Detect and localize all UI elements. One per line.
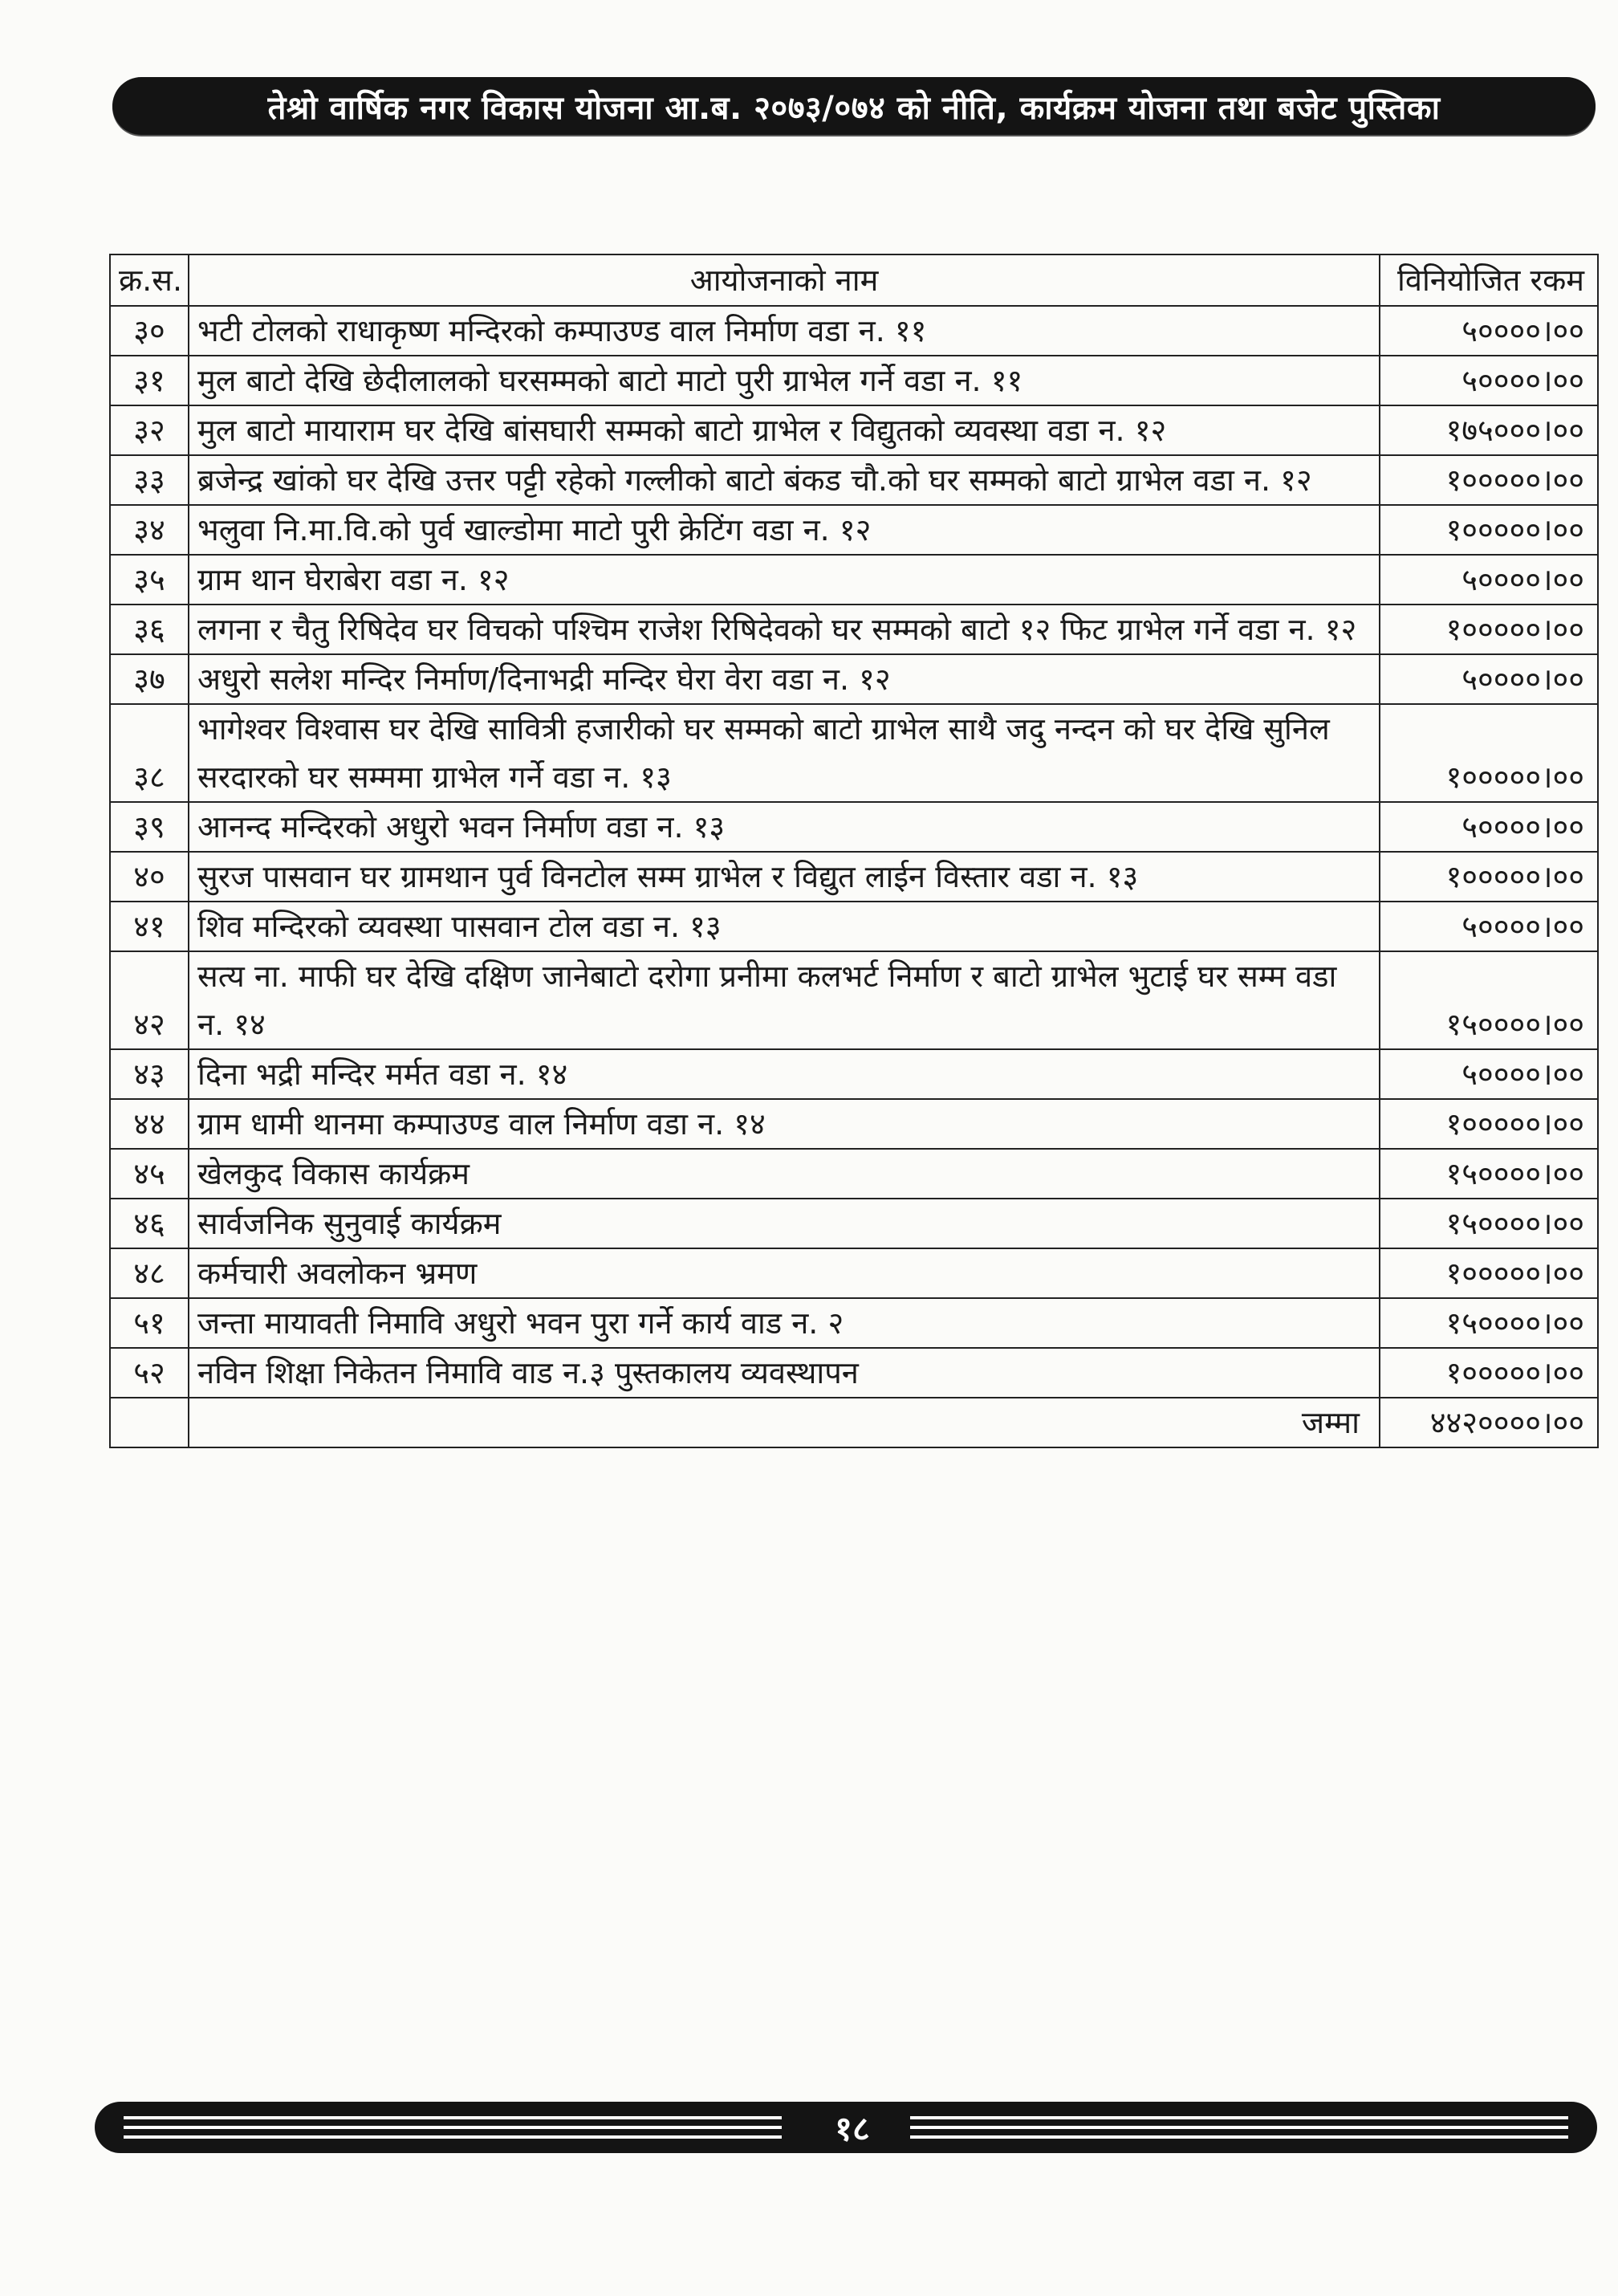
row-sn: ३५: [110, 555, 189, 605]
row-sn: ३६: [110, 605, 189, 654]
table-row: [110, 902, 1598, 951]
table-row: [110, 1199, 1598, 1248]
row-sn: ५१: [110, 1298, 189, 1348]
row-sn: ४४: [110, 1099, 189, 1149]
footer-rule: [910, 2126, 1568, 2129]
row-sn: ३२: [110, 405, 189, 455]
row-project-name: खेलकुद विकास कार्यक्रम: [189, 1149, 1380, 1199]
row-amount: १०००००।००: [1380, 1248, 1598, 1298]
table-row: [110, 605, 1598, 654]
row-sn: ३३: [110, 455, 189, 505]
row-project-name: भागेश्वर विश्वास घर देखि सावित्री हजारीको घर सम्मको बाटो ग्राभेल साथै जदु नन्दन को घर देखि सुनिल सरदारको घर सम्ममा ग्राभेल गर्ने वडा न. १३: [189, 704, 1380, 802]
column-header-name: आयोजनाको नाम: [189, 254, 1380, 306]
table-row: [110, 455, 1598, 505]
row-amount: ५००००।००: [1380, 902, 1598, 951]
header-title: तेश्रो वार्षिक नगर विकास योजना आ.ब. २०७३/०७४ को नीति, कार्यक्रम योजना तथा बजेट पुस्तिका: [267, 89, 1441, 127]
header-banner: [112, 77, 1596, 135]
row-amount: ५००००।००: [1380, 306, 1598, 356]
table-row: [110, 1298, 1598, 1348]
row-amount: १०००००।००: [1380, 704, 1598, 802]
row-project-name: दिना भद्री मन्दिर मर्मत वडा न. १४: [189, 1049, 1380, 1099]
total-label: जम्मा: [189, 1398, 1380, 1447]
column-header-sn: क्र.स.: [110, 254, 189, 306]
row-project-name: नविन शिक्षा निकेतन निमावि वाड न.३ पुस्तकालय व्यवस्थापन: [189, 1348, 1380, 1398]
row-amount: १०००००।००: [1380, 1348, 1598, 1398]
row-sn: ३०: [110, 306, 189, 356]
row-project-name: मुल बाटो देखि छेदीलालको घरसम्मको बाटो माटो पुरी ग्राभेल गर्ने वडा न. ११: [189, 356, 1380, 405]
table-row: [110, 306, 1598, 356]
row-sn: ३७: [110, 654, 189, 704]
row-project-name: सत्य ना. माफी घर देखि दक्षिण जानेबाटो दरोगा प्रनीमा कलभर्ट निर्माण र बाटो ग्राभेल भुटाई घर सम्म वडा न. १४: [189, 951, 1380, 1049]
table-row: [110, 356, 1598, 405]
footer-rule: [910, 2116, 1568, 2119]
row-sn: ४२: [110, 951, 189, 1049]
footer-rule: [124, 2135, 782, 2139]
row-amount: ५००००।००: [1380, 654, 1598, 704]
row-project-name: ग्राम थान घेराबेरा वडा न. १२: [189, 555, 1380, 605]
row-project-name: आनन्द मन्दिरको अधुरो भवन निर्माण वडा न. १३: [189, 802, 1380, 852]
table-header-row: [110, 254, 1598, 306]
row-sn: ४६: [110, 1199, 189, 1248]
row-amount: १५००००।००: [1380, 951, 1598, 1049]
footer-rule: [124, 2126, 782, 2129]
row-amount: ५००००।००: [1380, 1049, 1598, 1099]
table-row: [110, 1248, 1598, 1298]
row-sn: ३४: [110, 505, 189, 555]
table-row: [110, 802, 1598, 852]
row-sn: ४५: [110, 1149, 189, 1199]
table-row: [110, 405, 1598, 455]
row-sn: ३९: [110, 802, 189, 852]
footer-rule: [910, 2135, 1568, 2139]
row-project-name: भटी टोलको राधाकृष्ण मन्दिरको कम्पाउण्ड वाल निर्माण वडा न. ११: [189, 306, 1380, 356]
row-sn: ४०: [110, 852, 189, 902]
table-row: [110, 1049, 1598, 1099]
row-amount: १०००००।००: [1380, 455, 1598, 505]
row-amount: ५००००।००: [1380, 356, 1598, 405]
row-project-name: अधुरो सलेश मन्दिर निर्माण/दिनाभद्री मन्दिर घेरा वेरा वडा न. १२: [189, 654, 1380, 704]
total-empty-cell: [110, 1398, 189, 1447]
row-amount: १०००००।००: [1380, 605, 1598, 654]
row-amount: ५००००।००: [1380, 802, 1598, 852]
row-project-name: सार्वजनिक सुनुवाई कार्यक्रम: [189, 1199, 1380, 1248]
table-row: [110, 1149, 1598, 1199]
row-project-name: शिव मन्दिरको व्यवस्था पासवान टोल वडा न. १३: [189, 902, 1380, 951]
row-amount: १०००००।००: [1380, 505, 1598, 555]
row-sn: ४१: [110, 902, 189, 951]
budget-table: [109, 254, 1599, 1448]
table-row: [110, 852, 1598, 902]
row-project-name: जन्ता मायावती निमावि अधुरो भवन पुरा गर्ने कार्य वाड न. २: [189, 1298, 1380, 1348]
row-sn: ३१: [110, 356, 189, 405]
total-row: [110, 1398, 1598, 1447]
total-amount: ४४२००००।००: [1380, 1398, 1598, 1447]
row-sn: ३८: [110, 704, 189, 802]
row-amount: १५००००।००: [1380, 1149, 1598, 1199]
row-sn: ५२: [110, 1348, 189, 1398]
page-number: १८: [835, 2108, 870, 2148]
table-row: [110, 951, 1598, 1049]
table-body: [110, 306, 1598, 1398]
footer-rule: [124, 2116, 782, 2119]
table-row: [110, 555, 1598, 605]
column-header-amount: विनियोजित रकम: [1380, 254, 1598, 306]
row-sn: ४८: [110, 1248, 189, 1298]
table-row: [110, 704, 1598, 802]
row-project-name: ग्राम धामी थानमा कम्पाउण्ड वाल निर्माण वडा न. १४: [189, 1099, 1380, 1149]
row-project-name: सुरज पासवान घर ग्रामथान पुर्व विनटोल सम्म ग्राभेल र विद्युत लाईन विस्तार वडा न. १३: [189, 852, 1380, 902]
table-row: [110, 1099, 1598, 1149]
row-project-name: लगना र चैतु रिषिदेव घर विचको पश्चिम राजेश रिषिदेवको घर सम्मको बाटो १२ फिट ग्राभेल गर्ने वडा न. १२: [189, 605, 1380, 654]
row-sn: ४३: [110, 1049, 189, 1099]
row-amount: १०००००।००: [1380, 852, 1598, 902]
row-amount: १५००००।००: [1380, 1298, 1598, 1348]
table-row: [110, 505, 1598, 555]
row-amount: ५००००।००: [1380, 555, 1598, 605]
row-amount: १०००००।००: [1380, 1099, 1598, 1149]
table-row: [110, 1348, 1598, 1398]
row-amount: १५००००।००: [1380, 1199, 1598, 1248]
row-project-name: भलुवा नि.मा.वि.को पुर्व खाल्डोमा माटो पुरी क्रेटिंग वडा न. १२: [189, 505, 1380, 555]
row-project-name: ब्रजेन्द्र खांको घर देखि उत्तर पट्टी रहेको गल्लीको बाटो बंकड चौ.को घर सम्मको बाटो ग्राभेल वडा न. १२: [189, 455, 1380, 505]
row-project-name: कर्मचारी अवलोकन भ्रमण: [189, 1248, 1380, 1298]
table-row: [110, 654, 1598, 704]
row-amount: १७५०००।००: [1380, 405, 1598, 455]
row-project-name: मुल बाटो मायाराम घर देखि बांसघारी सम्मको बाटो ग्राभेल र विद्युतको व्यवस्था वडा न. १२: [189, 405, 1380, 455]
